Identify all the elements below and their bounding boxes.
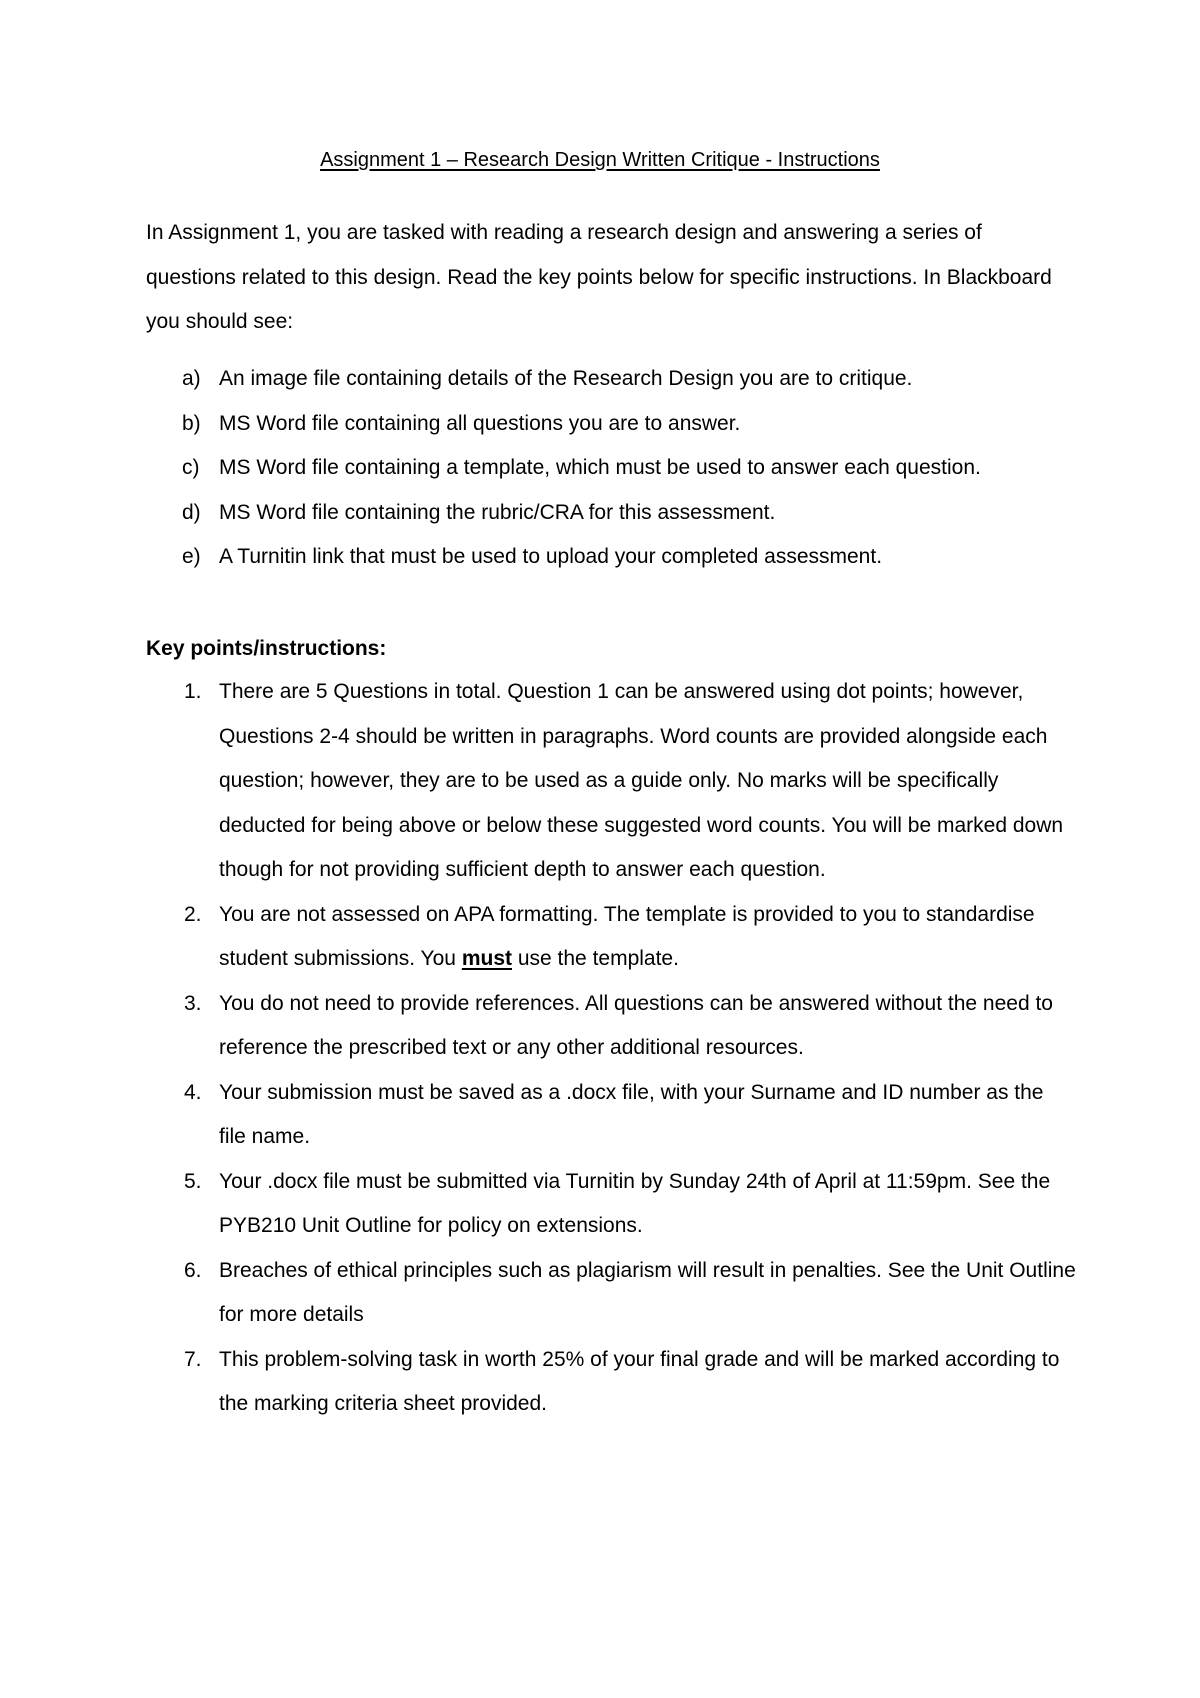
list-item-text-after: use the template. xyxy=(512,947,679,970)
list-marker: a) xyxy=(182,367,201,390)
list-item-text: Your .docx file must be submitted via Turnitin by Sunday 24th of April at 11:59pm. See the PYB210 Unit Outline for policy on extensions. xyxy=(219,1169,1051,1237)
list-marker: 3. xyxy=(184,991,202,1015)
list-marker: d) xyxy=(182,500,201,524)
document-title: Assignment 1 – Research Design Written Critique - Instructions xyxy=(320,149,880,171)
list-item xyxy=(146,982,1076,1071)
list-item xyxy=(146,670,1076,893)
list-item-text: There are 5 Questions in total. Question 1 can be answered using dot points; however, Questions 2-4 should be written in paragraphs. Word counts are provided alongside each question; however, they are to be used as a guide only. No marks will be specifically deducted for being above or below these suggested word counts. You will be marked down though for not providing sufficient depth to answer each question. xyxy=(219,680,1064,881)
list-item-text: MS Word file containing a template, which must be used to answer each question. xyxy=(219,456,981,479)
list-marker: 7. xyxy=(184,1347,202,1371)
list-item xyxy=(146,1071,1076,1160)
list-marker: c) xyxy=(182,456,200,479)
list-item-text xyxy=(219,903,1035,971)
list-marker: 6. xyxy=(184,1258,202,1282)
list-item xyxy=(146,1249,1076,1338)
list-item-text: You do not need to provide references. All questions can be answered without the need to reference the prescribed text or any other additional resources. xyxy=(219,991,1053,1059)
list-item-text: An image file containing details of the Research Design you are to critique. xyxy=(219,367,913,390)
list-marker: e) xyxy=(182,545,201,568)
list-item-text: This problem-solving task in worth 25% of your final grade and will be marked according to the marking criteria sheet provided. xyxy=(219,1347,1060,1415)
list-marker: b) xyxy=(182,411,201,435)
list-item xyxy=(146,893,1076,982)
key-points-heading: Key points/instructions: xyxy=(146,637,387,660)
list-item-text: A Turnitin link that must be used to upload your completed assessment. xyxy=(219,545,883,568)
list-item xyxy=(146,446,1076,491)
list-item-text: MS Word file containing all questions you are to answer. xyxy=(219,411,741,435)
intro-paragraph: In Assignment 1, you are tasked with reading a research design and answering a series of questions related to this design. Read the key points below for specific instructions. In Blackboard you should see: xyxy=(146,221,1052,333)
list-marker: 2. xyxy=(184,902,202,926)
list-item xyxy=(146,491,1076,536)
list-item xyxy=(146,357,1076,402)
list-item xyxy=(146,535,1076,580)
emphasis-must: must xyxy=(461,947,513,970)
list-item-text-before: You are not assessed on APA formatting. The template is provided to you to standardise student submissions. You xyxy=(219,902,1035,970)
list-item xyxy=(146,1160,1076,1249)
list-item xyxy=(146,402,1076,447)
list-item-text: MS Word file containing the rubric/CRA for this assessment. xyxy=(219,500,776,524)
list-item-text: Breaches of ethical principles such as plagiarism will result in penalties. See the Unit Outline for more details xyxy=(219,1258,1076,1326)
materials-list xyxy=(146,357,1076,580)
key-points-list xyxy=(146,670,1076,1427)
list-item-text: Your submission must be saved as a .docx file, with your Surname and ID number as the file name. xyxy=(219,1080,1044,1148)
list-marker: 1. xyxy=(184,680,202,703)
list-marker: 5. xyxy=(184,1169,202,1193)
list-item xyxy=(146,1338,1076,1427)
list-marker: 4. xyxy=(184,1080,202,1104)
